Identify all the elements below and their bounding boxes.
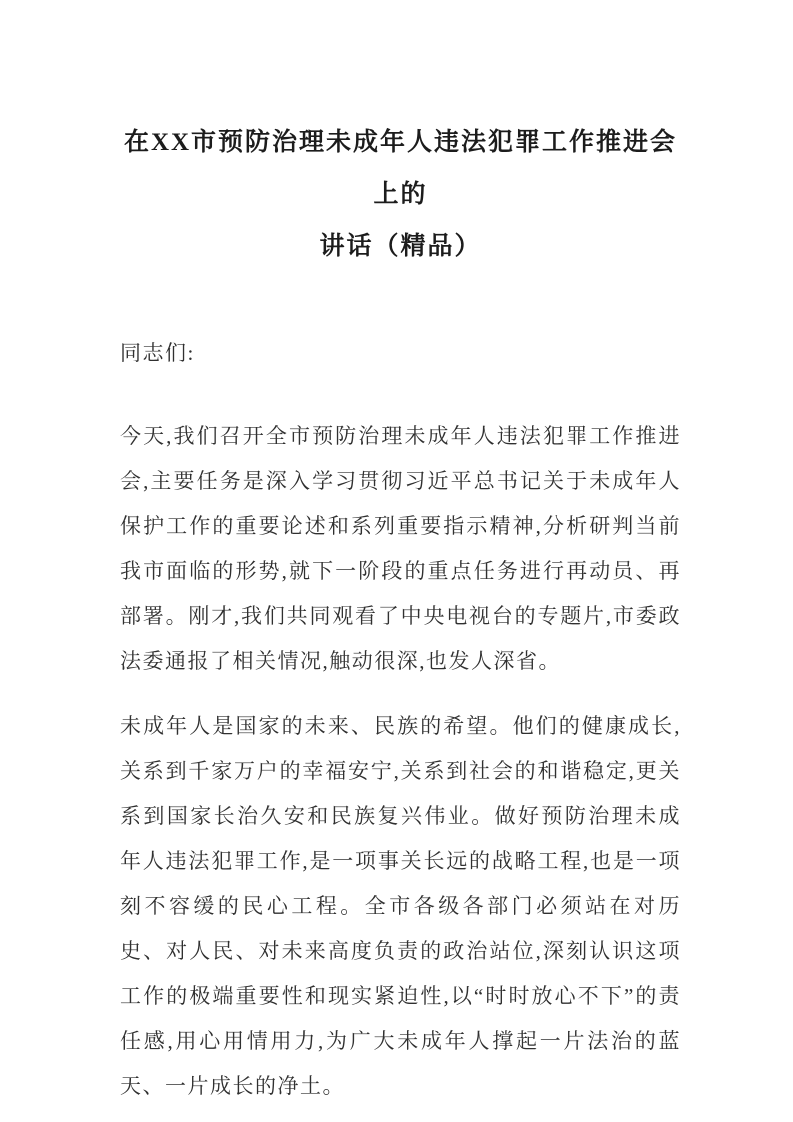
paragraph-1: 今天,我们召开全市预防治理未成年人违法犯罪工作推进会,主要任务是深入学习贯彻习近平总书记关于未成年人保护工作的重要论述和系列重要指示精神,分析研判当前我市面临的形势,就下一阶段的重点任务进行再动员、再部署。刚才,我们共同观看了中央电视台的专题片,市委政法委通报了相关情况,触动很深,也发人深省。	[120, 424, 681, 673]
paragraph-2: 未成年人是国家的未来、民族的希望。他们的健康成长,关系到千家万户的幸福安宁,关系到社会的和谐稳定,更关系到国家长治久安和民族复兴伟业。做好预防治理未成年人违法犯罪工作,是一项事关长远的战略工程,也是一项刻不容缓的民心工程。全市各级各部门必须站在对历史、对人民、对未来高度负责的政治站位,深刻认识这项工作的极端重要性和现实紧迫性,以“时时放心不下”的责任感,用心用情用力,为广大未成年人撑起一片法治的蓝天、一片成长的净土。	[120, 714, 681, 1098]
document-title	[120, 117, 681, 273]
title-line-1: 在XX市预防治理未成年人违法犯罪工作推进会上的	[123, 129, 678, 208]
title-line-2: 讲话（精品）	[319, 233, 482, 260]
salutation: 同志们:	[120, 341, 195, 365]
